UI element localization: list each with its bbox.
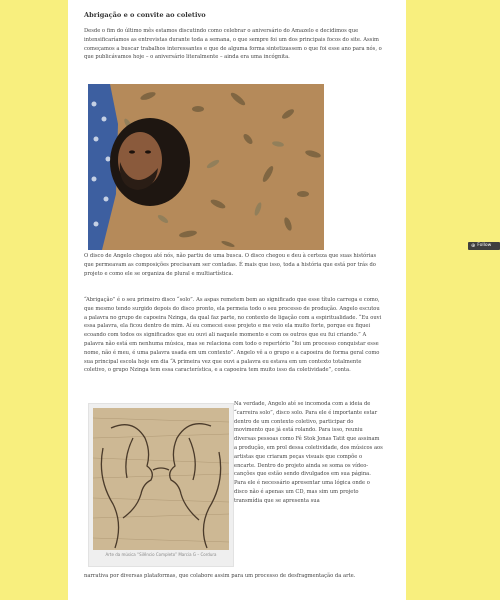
follow-label: Follow <box>477 243 492 248</box>
artwork-figure <box>88 403 234 567</box>
section-heading: Abrigação e o convite ao coletivo <box>84 11 206 19</box>
silencio-completo-artwork <box>93 408 229 550</box>
article-column <box>68 0 406 600</box>
coletivo-paragraph: Na verdade, Angelo até se incomoda com a ideia de “carreira solo”, disco solo. Para ele é importante estar dentro de um contexto coletivo, participar do movimento que já está rolando. Para isso, reuniu diversas pessoas como Fê Stok Jonas Tatit que assinam a produção, em prol dessa coletividade, dos músicos aos artistas que criaram peças visuais que compõe o encarte. Dentro do projeto ainda se soma os vídeo-canções que estão sendo divulgados em sua página. Para ele é necessário apresentar uma lógica onde o disco não é apenas um CD, mas sim um projeto transmídia que se apresenta sua <box>234 401 383 504</box>
abrigacao-paragraph: “Abrigação” é o seu primeiro disco “solo”. As aspas remetem bem ao significado que esse título carrega e como, que mesmo tendo surgido depois do disco pronto, ela permeia todo o seu processo de produção. Angelo escutou a palavra no grupo de capoeira Nzinga, da qual faz parte, no contexto de ligação com a espiritualidade. “Eu ouvi essa palavra, ela ficou dentro de mim. Aí eu comecei esse projeto e me veio ela muito forte, porque eu fiquei ecoando com todos os significados que eu ouvi ali naquele momento e com os outros que eu fui criando.” A palavra não está em nenhuma música, mas se relaciona com todo o repertório “foi um processo conquistar esse nome, não é meu, é uma palavra usada em um contexto”. Angelo vê a o grupo e a capoeira de forma geral como sua principal escola hoje em dia “A primeira vez que ouvi a palavra eu estava em um contexto totalmente coletivo, o grupo Nzinga tem essa característica, e a capoeira tem muito isso da coletividade”, conta. <box>84 297 382 374</box>
angelo-portrait-photo <box>88 84 324 250</box>
follow-button[interactable] <box>468 242 500 250</box>
disco-paragraph: O disco de Angelo chegou até nós, não partiu de uma busca. O disco chegou e deu à certeza que suas histórias que permeavam as composições precisavam ser contadas. É mais que isso, toda a história que está por trás do projeto e como ele se organiza de plural e multiartística. <box>84 253 377 277</box>
plus-icon: ⊕ <box>471 243 476 249</box>
artwork-caption: Arte da música “Silêncio Completo” Marcia G – Cordura <box>105 552 217 557</box>
closing-paragraph: narrativa por diversas plataformas, que colabore assim para um processo de desfragmentação da arte. <box>84 573 356 579</box>
intro-paragraph: Desde o fim do último mês estamos discutindo como celebrar o aniversário do Amazelo e decidimos que intensificaríamos as entrevistas durante toda a semana, o que sempre foi um dos principais focos do site. Assim começamos a buscar trabalhos interessantes e que de alguma forma sintetizassem o que foi esse ano para nós, o que publicávamos hoje – o aniversário literalmente – ainda era uma incógnita. <box>84 28 382 61</box>
